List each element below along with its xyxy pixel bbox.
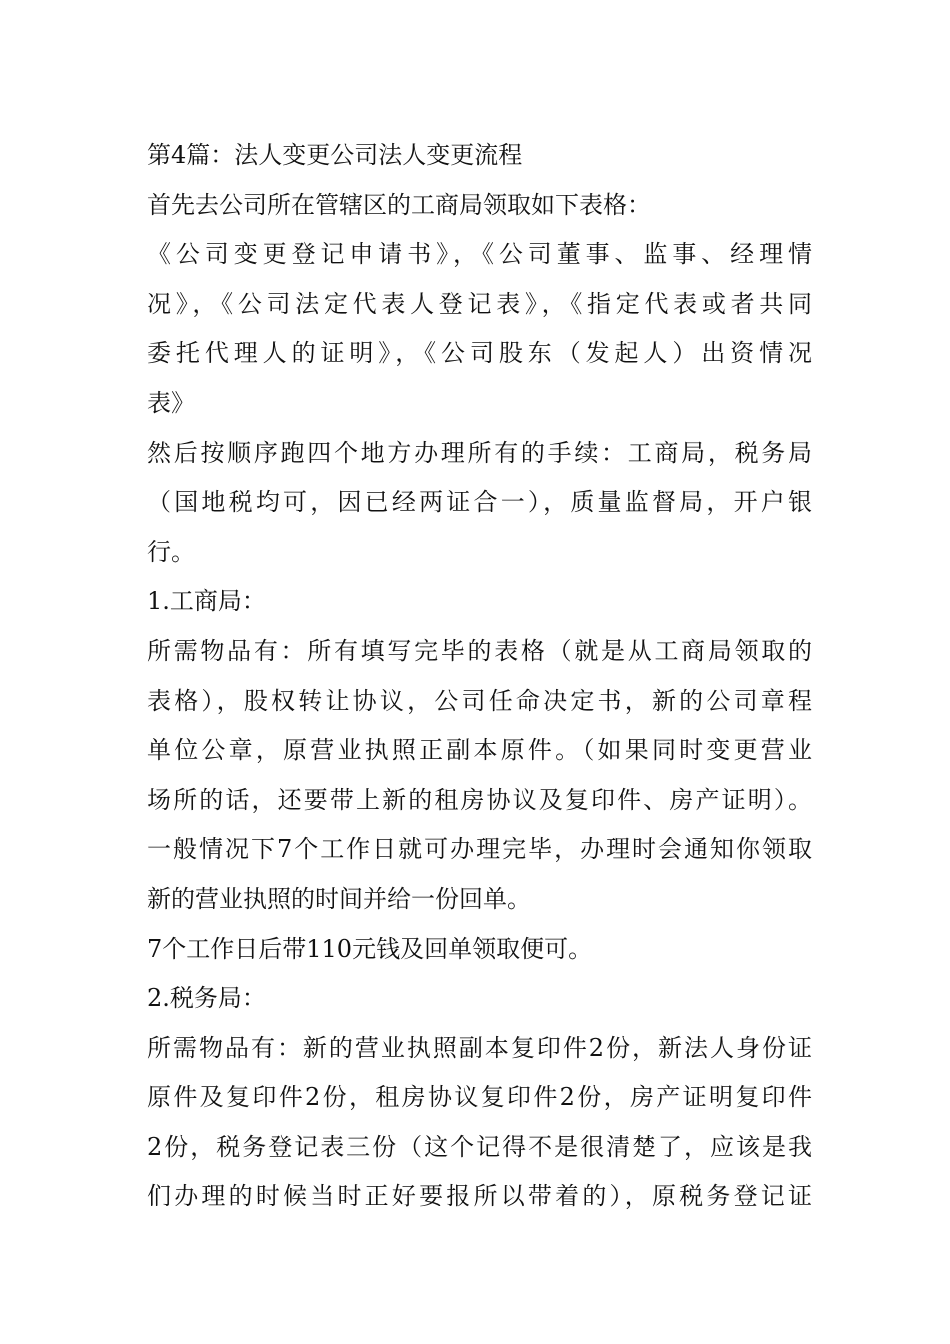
paragraph-line: 所需物品有：新的营业执照副本复印件2份，新法人身份证: [147, 1033, 812, 1062]
paragraph-line: 委托代理人的证明》，《公司股东（发起人）出资情况: [147, 339, 812, 368]
paragraph-line: 们办理的时候当时正好要报所以带着的），原税务登记证: [147, 1182, 812, 1211]
paragraph-line: 一般情况下7个工作日就可办理完毕，办理时会通知你领取: [147, 835, 812, 864]
paragraph-line: 场所的话，还要带上新的租房协议及复印件、房产证明）。: [147, 785, 812, 814]
article-title: 第4篇：法人变更公司法人变更流程: [147, 141, 523, 169]
section-heading: 1.工商局：: [147, 587, 266, 616]
paragraph-line: 然后按顺序跑四个地方办理所有的手续：工商局，税务局: [147, 438, 812, 467]
paragraph-line: 2份，税务登记表三份（这个记得不是很清楚了，应该是我: [147, 1132, 812, 1161]
paragraph-line: 况》，《公司法定代表人登记表》，《指定代表或者共同: [147, 289, 812, 318]
paragraph-line: 原件及复印件2份，租房协议复印件2份，房产证明复印件: [147, 1083, 812, 1112]
paragraph-line: 《公司变更登记申请书》，《公司董事、监事、经理情: [147, 240, 812, 269]
paragraph-line: 新的营业执照的时间并给一份回单。: [147, 884, 531, 913]
paragraph-line: 首先去公司所在管辖区的工商局领取如下表格：: [147, 190, 651, 219]
paragraph-line: 单位公章，原营业执照正副本原件。（如果同时变更营业: [147, 736, 812, 765]
paragraph-line: 所需物品有：所有填写完毕的表格（就是从工商局领取的: [147, 636, 812, 665]
paragraph-line: 7个工作日后带110元钱及回单领取便可。: [147, 934, 593, 963]
paragraph-line: （国地税均可，因已经两证合一），质量监督局，开户银: [147, 488, 812, 517]
paragraph-line: 行。: [147, 537, 195, 566]
paragraph-line: 表》: [147, 388, 195, 417]
section-heading: 2.税务局：: [147, 984, 266, 1013]
paragraph-line: 表格），股权转让协议，公司任命决定书，新的公司章程: [147, 686, 812, 715]
document-body: [147, 131, 812, 1222]
